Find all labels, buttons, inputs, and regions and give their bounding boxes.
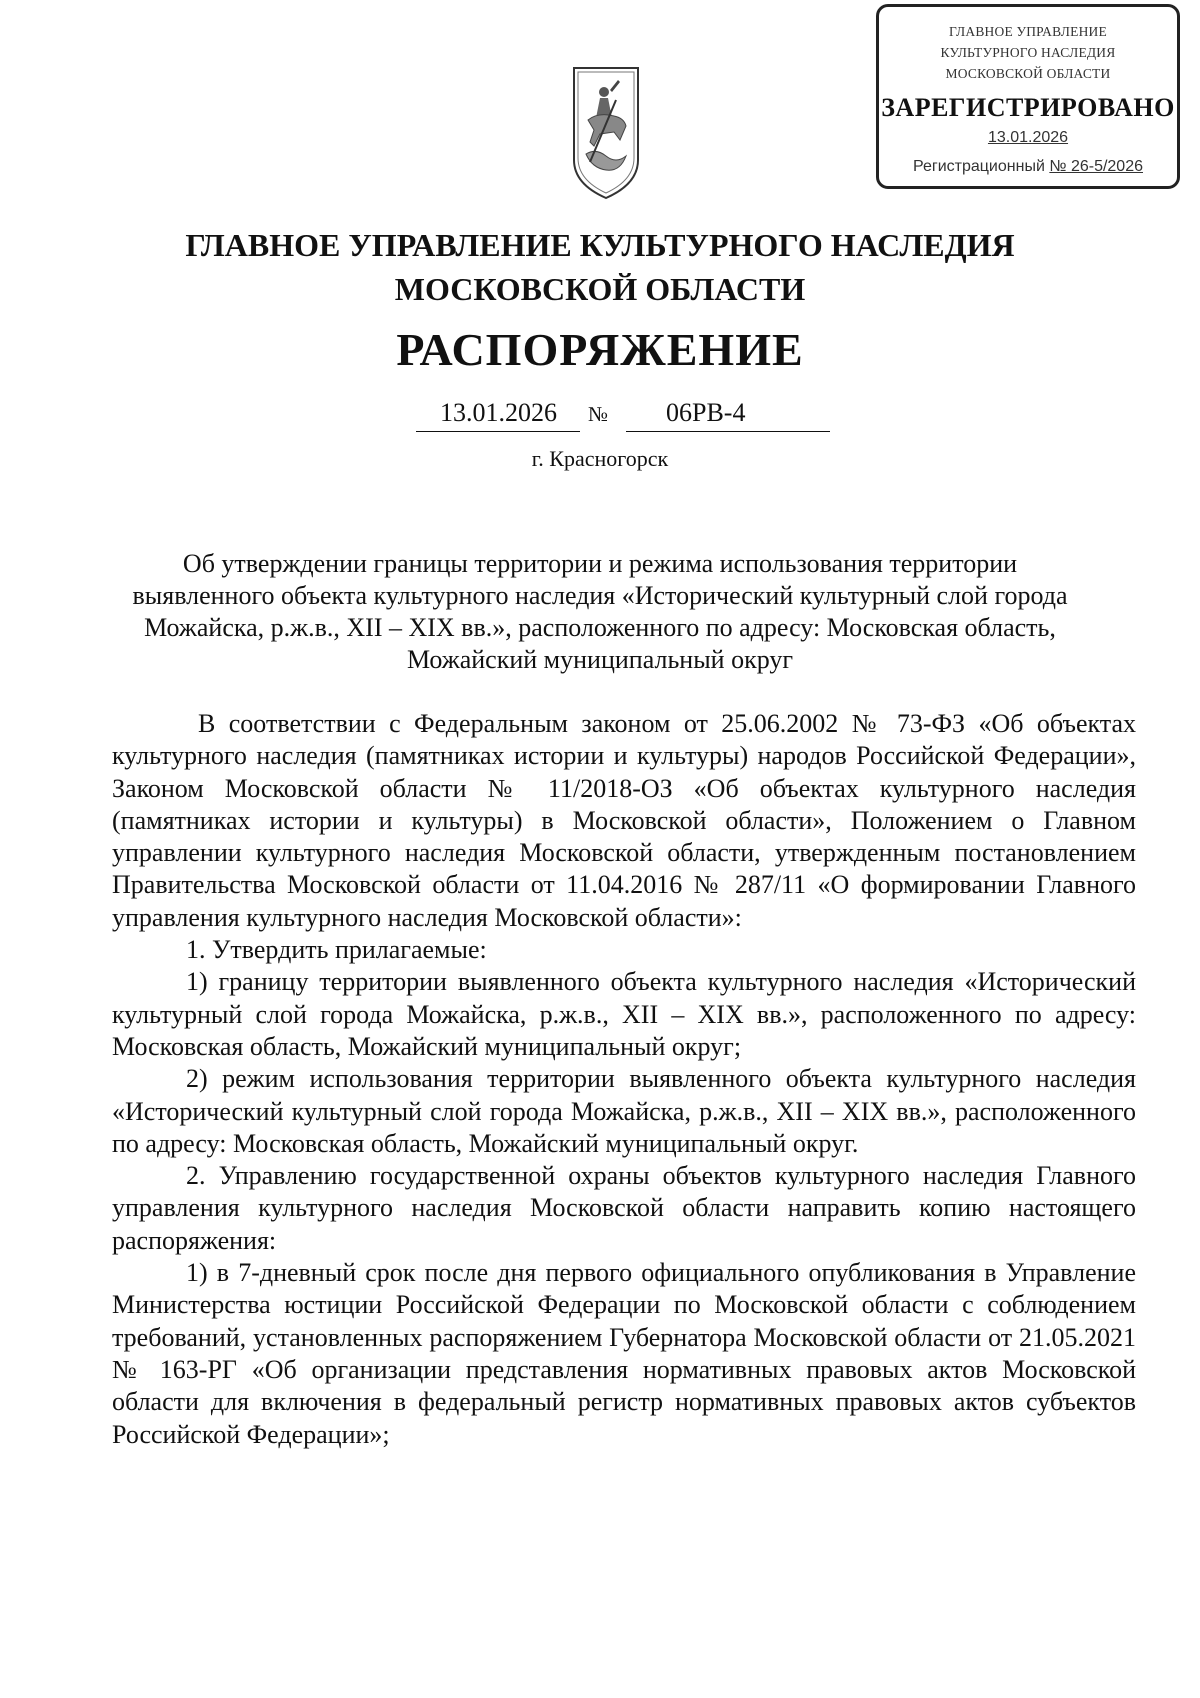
stamp-status: ЗАРЕГИСТРИРОВАНО bbox=[881, 93, 1175, 122]
stamp-org-line1: ГЛАВНОЕ УПРАВЛЕНИЕ bbox=[949, 24, 1107, 39]
coat-of-arms-icon bbox=[570, 62, 642, 202]
stamp-org-line3: МОСКОВСКОЙ ОБЛАСТИ bbox=[945, 66, 1111, 81]
document-number: 06РВ-4 bbox=[666, 398, 746, 427]
paragraph-item-1-2: 2) режим использования территории выявленного объекта культурного наследия «Исторический культурный слой города Можайска, р.ж.в., XII – XIX вв.», расположенного по адресу: Московская область, Можайский муниципальный округ. bbox=[112, 1064, 1136, 1158]
stamp-organization bbox=[879, 21, 1177, 84]
paragraph-item-1-1: 1) границу территории выявленного объекта культурного наследия «Исторический культурный слой города Можайска, р.ж.в., XII – XIX вв.», расположенного по адресу: Московская область, Можайский муниципальный округ; bbox=[112, 967, 1136, 1061]
subject-line3: Можайска, р.ж.в., XII – XIX вв.», расположенного по адресу: Московская область, bbox=[144, 613, 1056, 642]
stamp-date: 13.01.2026 bbox=[987, 129, 1069, 146]
agency-line2: МОСКОВСКОЙ ОБЛАСТИ bbox=[394, 271, 806, 307]
number-sign: № bbox=[588, 402, 609, 426]
subject-line4: Можайский муниципальный округ bbox=[406, 645, 794, 674]
stamp-registration-number bbox=[879, 158, 1177, 176]
subject-line2: выявленного объекта культурного наследия «Исторический культурный слой города bbox=[132, 581, 1068, 610]
document-type: РАСПОРЯЖЕНИЕ bbox=[396, 324, 804, 375]
number-underline bbox=[626, 431, 830, 432]
stamp-org-line2: КУЛЬТУРНОГО НАСЛЕДИЯ bbox=[940, 45, 1116, 60]
registration-stamp bbox=[876, 4, 1180, 189]
date-underline bbox=[416, 431, 580, 432]
document-city: г. Красногорск bbox=[531, 446, 669, 471]
agency-name bbox=[0, 223, 1200, 311]
document-subject bbox=[100, 548, 1100, 676]
document-date: 13.01.2026 bbox=[440, 398, 557, 427]
document-date-number bbox=[416, 398, 830, 434]
stamp-reg-number: № 26-5/2026 bbox=[1049, 158, 1143, 175]
agency-line1: ГЛАВНОЕ УПРАВЛЕНИЕ КУЛЬТУРНОГО НАСЛЕДИЯ bbox=[185, 227, 1015, 263]
paragraph-preamble: В соответствии с Федеральным законом от 25.06.2002 № 73-ФЗ «Об объектах культурного наследия (памятниках истории и культуры) народов Российской Федерации», Законом Московской области № 11/2018-ОЗ «Об объектах культурного наследия (памятниках истории и культуры) в Московской области», Положением о Главном управлении культурного наследия Московской области, утвержденным постановлением Правительства Московской области от 11.04.2016 № 287/11 «О формировании Главного управления культурного наследия Московской области»: bbox=[112, 709, 1136, 932]
subject-line1: Об утверждении границы территории и режима использования территории bbox=[182, 549, 1018, 578]
paragraph-item-2: 2. Управлению государственной охраны объектов культурного наследия Главного управления культурного наследия Московской области направить копию настоящего распоряжения: bbox=[112, 1161, 1136, 1255]
paragraph-item-1: 1. Утвердить прилагаемые: bbox=[186, 935, 487, 965]
paragraph-item-2-1: 1) в 7-дневный срок после дня первого официального опубликования в Управление Министерства юстиции Российской Федерации по Московской области с соблюдением требований, установленных распоряжением Губернатора Московской области от 21.05.2021 № 163-РГ «Об организации представления нормативных правовых актов Московской области для включения в федеральный регистр нормативных правовых актов субъектов Российской Федерации»; bbox=[112, 1258, 1136, 1449]
stamp-reg-label: Регистрационный bbox=[913, 158, 1050, 175]
document-body bbox=[112, 708, 1136, 1451]
